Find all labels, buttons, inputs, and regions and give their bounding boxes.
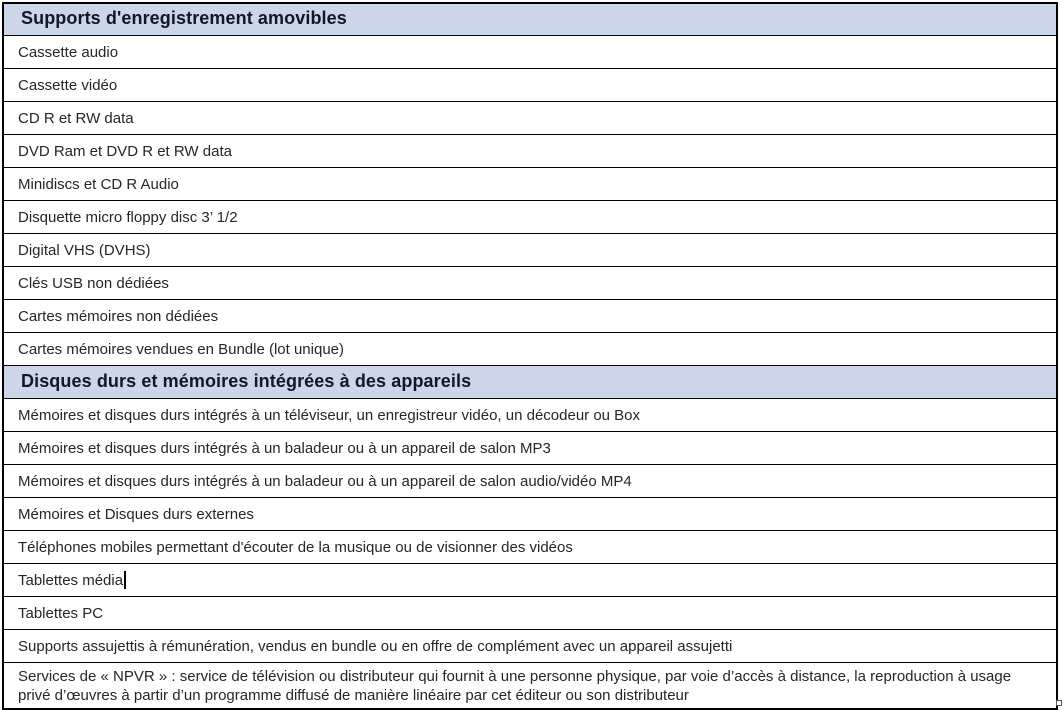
table-cell-text: Clés USB non dédiées [18, 274, 169, 292]
table-row[interactable] [4, 68, 1056, 101]
table-row[interactable] [4, 35, 1056, 68]
table-row[interactable] [4, 266, 1056, 299]
table-cell-text: Supports assujettis à rémunération, vendus en bundle ou en offre de complément avec un appareil assujetti [18, 637, 733, 655]
table-cell-text: DVD Ram et DVD R et RW data [18, 142, 232, 160]
table-row[interactable] [4, 497, 1056, 530]
table-cell-text: Mémoires et disques durs intégrés à un baladeur ou à un appareil de salon audio/vidéo MP4 [18, 472, 632, 490]
table-row[interactable] [4, 233, 1056, 266]
table-row[interactable] [4, 464, 1056, 497]
table-cell-text: Téléphones mobiles permettant d'écouter de la musique ou de visionner des vidéos [18, 538, 573, 556]
table-cell-text: Minidiscs et CD R Audio [18, 175, 179, 193]
table-cell-text: Digital VHS (DVHS) [18, 241, 151, 259]
section-header[interactable] [4, 4, 1056, 35]
text-caret [124, 571, 126, 589]
table-row[interactable] [4, 596, 1056, 629]
table-cell-text: Cartes mémoires non dédiées [18, 307, 219, 325]
table-cell-text: Mémoires et Disques durs externes [18, 505, 254, 523]
table-cell-text: Cartes mémoires vendues en Bundle (lot unique) [18, 340, 345, 358]
table-cell-text: Cassette audio [18, 43, 119, 61]
table-row[interactable] [4, 398, 1056, 431]
table-cell-text: Services de « NPVR » : service de télévision ou distributeur qui fournit à une personne physique, par voie d’accès à distance, la reproduction à usage privé d’œuvres à partir d’un programme diffusé de manière linéaire par cet éditeur ou son distributeur [18, 667, 1012, 704]
table-row[interactable] [4, 629, 1056, 662]
table-cell-text: Tablettes média [18, 571, 124, 589]
table-row[interactable] [4, 299, 1056, 332]
table-cell-text: Disquette micro floppy disc 3’ 1/2 [18, 208, 238, 226]
table-cell-text: Tablettes PC [18, 604, 104, 622]
table-row[interactable] [4, 200, 1056, 233]
section-header[interactable] [4, 365, 1056, 398]
table-row[interactable] [4, 431, 1056, 464]
table-row[interactable] [4, 332, 1056, 365]
section-header-label: Supports d'enregistrement amovibles [21, 8, 347, 28]
table [2, 2, 1058, 710]
table-cell-text: Mémoires et disques durs intégrés à un téléviseur, un enregistreur vidéo, un décodeur ou Box [18, 406, 641, 424]
table-resize-handle[interactable] [1056, 700, 1062, 706]
table-cell-text: CD R et RW data [18, 109, 134, 127]
table-row[interactable] [4, 134, 1056, 167]
table-row[interactable] [4, 167, 1056, 200]
table-row[interactable] [4, 563, 1056, 596]
table-row[interactable] [4, 530, 1056, 563]
section-header-label: Disques durs et mémoires intégrées à des appareils [21, 370, 472, 391]
table-row[interactable] [4, 662, 1056, 708]
table-row[interactable] [4, 101, 1056, 134]
table-cell-text: Mémoires et disques durs intégrés à un baladeur ou à un appareil de salon MP3 [18, 439, 551, 457]
table-cell-text: Cassette vidéo [18, 76, 118, 94]
